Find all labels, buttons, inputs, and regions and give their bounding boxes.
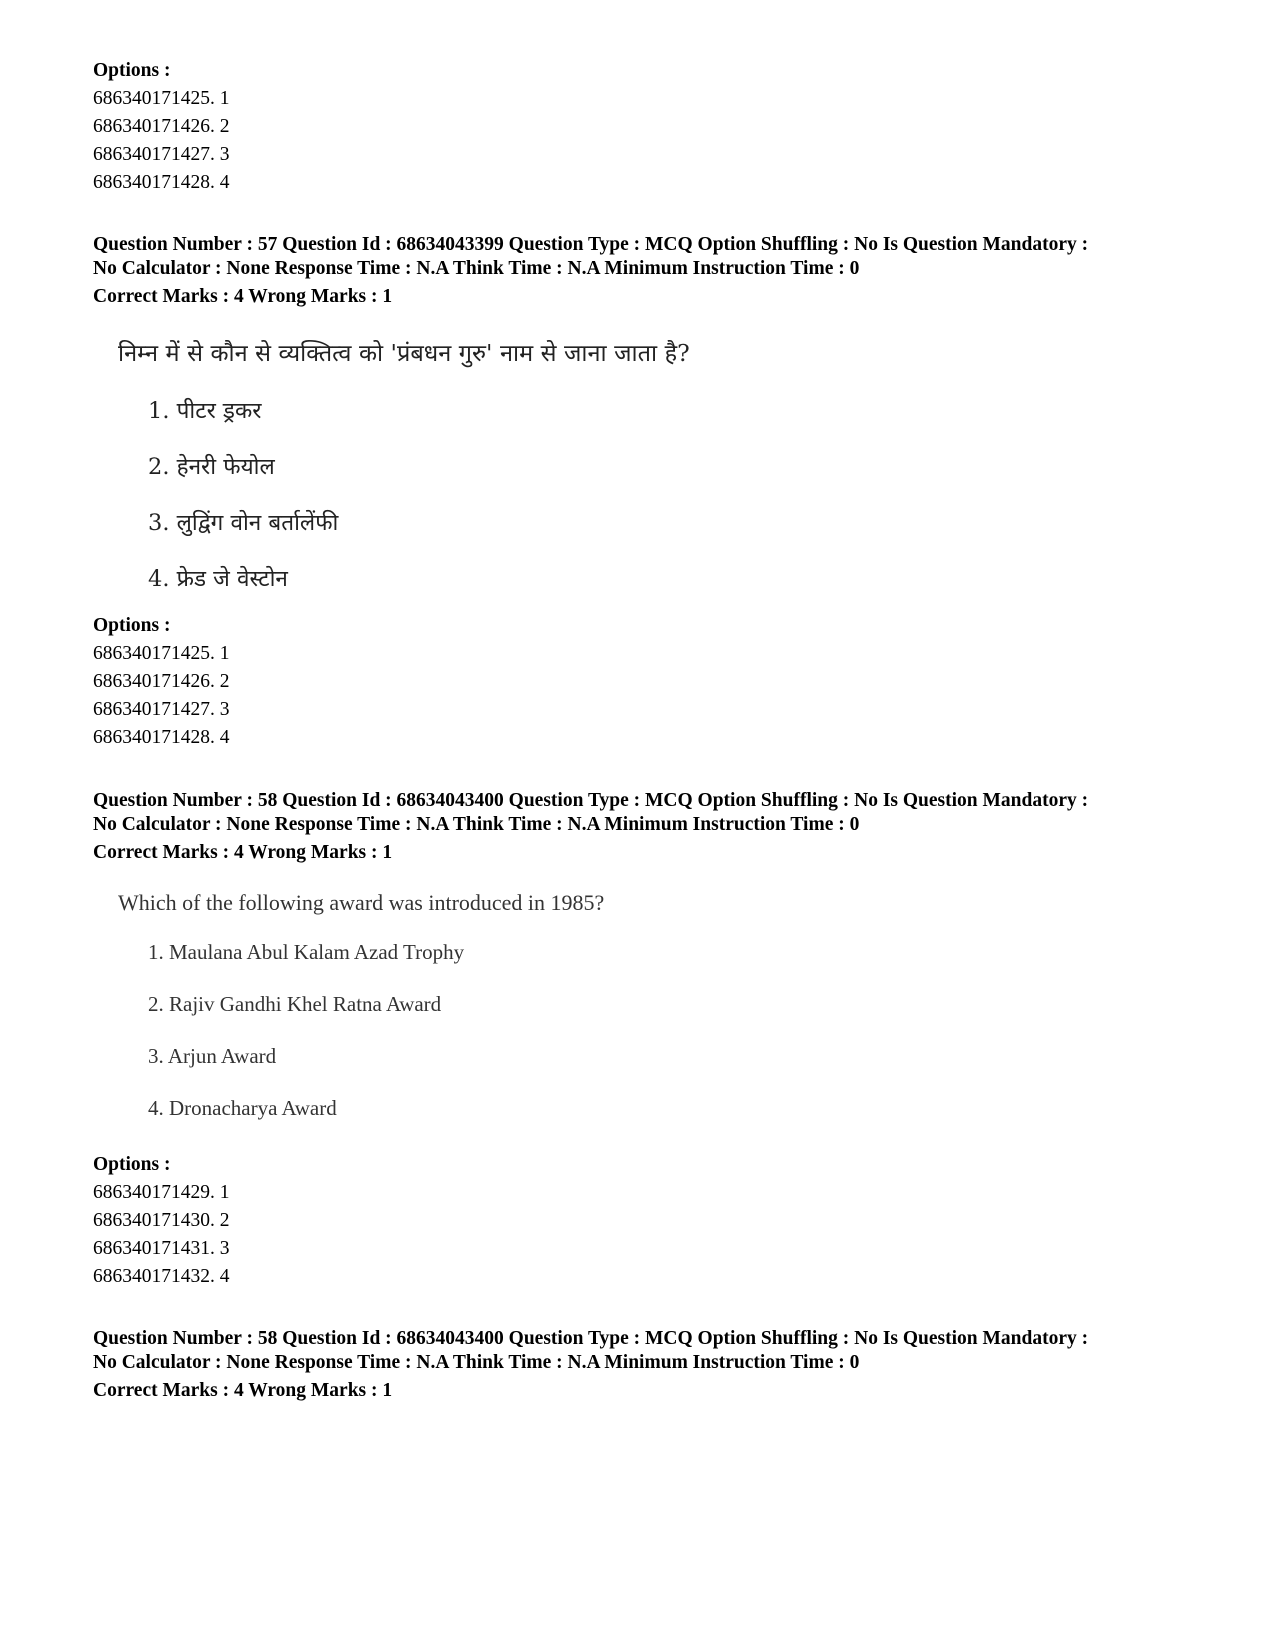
- options-label: Options :: [93, 1154, 171, 1175]
- choice-4: 4. फ्रेड जे वेस्टोन: [148, 566, 288, 592]
- option-item: 686340171426. 2: [93, 116, 230, 137]
- option-item: 686340171425. 1: [93, 88, 230, 109]
- question-marks: Correct Marks : 4 Wrong Marks : 1: [93, 842, 393, 863]
- options-block-top: [93, 57, 1203, 197]
- option-item: 686340171431. 3: [93, 1238, 230, 1259]
- question-58-meta: [93, 789, 1203, 867]
- question-meta-line-1: Question Number : 58 Question Id : 68634043400 Question Type : MCQ Option Shuffling : No Is Question Mandatory :: [93, 790, 1089, 811]
- choice-1: 1. पीटर ड्रकर: [148, 398, 262, 424]
- question-57-options: [93, 612, 1203, 752]
- question-meta-line-1: Question Number : 57 Question Id : 68634043399 Question Type : MCQ Option Shuffling : No Is Question Mandatory :: [93, 234, 1089, 255]
- option-item: 686340171426. 2: [93, 671, 230, 692]
- option-item: 686340171427. 3: [93, 144, 230, 165]
- question-58-options: [93, 1151, 1203, 1291]
- choice-2: 2. हेनरी फेयोल: [148, 454, 275, 480]
- option-item: 686340171429. 1: [93, 1182, 230, 1203]
- option-item: 686340171427. 3: [93, 699, 230, 720]
- question-meta-line-1: Question Number : 58 Question Id : 68634043400 Question Type : MCQ Option Shuffling : No Is Question Mandatory :: [93, 1328, 1089, 1349]
- choice-2: 2. Rajiv Gandhi Khel Ratna Award: [148, 992, 442, 1016]
- options-label: Options :: [93, 615, 171, 636]
- choice-3: 3. लुद्विंग वोन बर्तालेंफी: [148, 510, 339, 536]
- question-58-body: [118, 888, 818, 1138]
- question-stem: Which of the following award was introduced in 1985?: [118, 890, 605, 915]
- option-item: 686340171430. 2: [93, 1210, 230, 1231]
- choice-3: 3. Arjun Award: [148, 1044, 277, 1068]
- question-stem: निम्न में से कौन से व्यक्तित्व को 'प्रंबधन गुरु' नाम से जाना जाता है?: [118, 339, 690, 367]
- question-57-body: [118, 338, 818, 598]
- question-marks: Correct Marks : 4 Wrong Marks : 1: [93, 1380, 393, 1401]
- option-item: 686340171428. 4: [93, 727, 230, 748]
- choice-1: 1. Maulana Abul Kalam Azad Trophy: [148, 940, 465, 964]
- question-marks: Correct Marks : 4 Wrong Marks : 1: [93, 286, 393, 307]
- question-57-meta: [93, 233, 1203, 311]
- question-58-meta-repeat: [93, 1327, 1203, 1405]
- option-item: 686340171428. 4: [93, 172, 230, 193]
- options-label: Options :: [93, 60, 171, 81]
- option-item: 686340171432. 4: [93, 1266, 230, 1287]
- question-meta-line-2: No Calculator : None Response Time : N.A Think Time : N.A Minimum Instruction Time : 0: [93, 258, 860, 279]
- option-item: 686340171425. 1: [93, 643, 230, 664]
- question-meta-line-2: No Calculator : None Response Time : N.A Think Time : N.A Minimum Instruction Time : 0: [93, 814, 860, 835]
- question-meta-line-2: No Calculator : None Response Time : N.A Think Time : N.A Minimum Instruction Time : 0: [93, 1352, 860, 1373]
- choice-4: 4. Dronacharya Award: [148, 1096, 337, 1120]
